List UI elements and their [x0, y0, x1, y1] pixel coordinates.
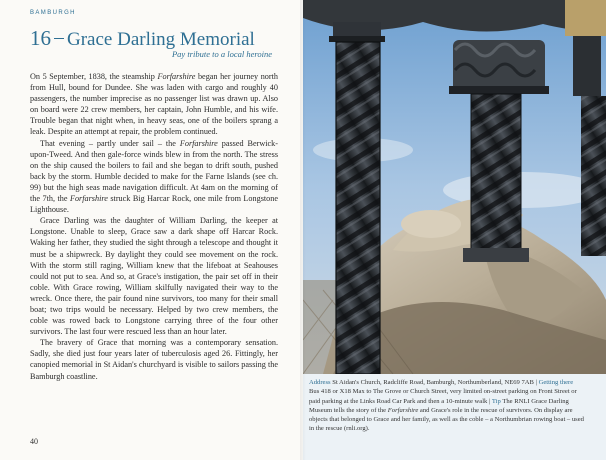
chapter-heading [30, 28, 290, 49]
body-paragraph [30, 215, 278, 337]
text-run: The bravery of Grace that morning was a contemporary sensation. Sadly, she died just four years later of tuberculosis aged 26. Fittingly, her canopied memorial in St Aidan's churchyard is visible to sailors passing the Bamburgh coastline. [30, 338, 278, 381]
text-run: Forfarshire [69, 194, 108, 204]
memorial-photo [303, 0, 606, 374]
chapter-title: Grace Darling Memorial [67, 29, 255, 50]
caption-run: Getting there [538, 379, 574, 386]
text-run: passed Berwick-upon-Tweed. And then gale-force winds blew in from the north. The stress on the ship caused the boilers to fail and she began to drift south, pushed back by the storm. Humble decided to make for the Farne Islands (see ch. 99) but the high seas made navigation difficult. At 4am on the morning of the 7th, the [30, 138, 278, 204]
caption-run: Bus 418 or X18 Max to The Grove or Church Street, very limited on-street parking on Front Street or paid parking at the Links Road Car Park and then a 10-minute walk | [309, 388, 577, 405]
caption-run: The RNLI Grace Darling Museum tells the story of the [309, 397, 569, 414]
caption-run: Address [309, 379, 331, 386]
text-run: Grace Darling was the daughter of William Darling, the keeper at Longstone. Unable to sleep, Grace saw a dark shape off Harcar Rock. Waking her father, they studied the sight through a telescope and thought it must be a shipwreck. By daylight they could see movement on the rock. With the storm still raging, William knew that the lifeboat at Seahouses could not put to sea. And so, at Grace's instigation, the pair set off in their coble. With Grace rowing, William skilfully navigated their way to the wreck. Once there, the pair found nine survivors, too many for their small boat; two trips would be necessary. Helped by two crew members, the coble was rowed back to Longstone carrying three of the four other survivors. The last four were rescued less than an hour later. [30, 216, 278, 337]
body-paragraph [30, 138, 278, 216]
text-run: Forfarshire [157, 72, 196, 81]
text-run: struck Big Harcar Rock, one mile from Longstone Lighthouse. [30, 194, 278, 215]
page-gutter [300, 0, 306, 460]
caption-text [309, 378, 585, 434]
text-run: began her journey north from Hull, bound for Dundee. She was laden with cargo and roughly 40 passengers, the number imprecise as no passenger list was drawn up. Also on board were 22 crew members, her captain, John Humble, and his wife. Trouble began that night when, in heavy seas, one of the boilers sprang a leak. Despite an attempt at repair, the problem continued. [30, 72, 278, 137]
body-paragraph [30, 337, 278, 381]
body-text [30, 71, 278, 382]
caption-run: St Aidan's Church, Radcliffe Road, Bamburgh, Northumberland, NE69 7AB | [330, 379, 539, 386]
photo-caption [303, 374, 606, 460]
chapter-subtitle: Pay tribute to a local heroine [171, 49, 272, 59]
page-number: 40 [30, 437, 38, 446]
caption-run: Tip [491, 397, 501, 405]
right-page [303, 0, 606, 460]
text-run: That evening – partly under sail – the [40, 138, 180, 148]
caption-run: Forfarshire [387, 406, 419, 414]
chapter-number: 16 [30, 26, 51, 50]
caption-run: and Grace's role in the rescue of survivors. On display are objects that belonged to Grace and her family, as well as the coble – a Northumbrian rowing boat – used in the rescue (rnli.org). [309, 406, 584, 433]
title-rule [54, 38, 64, 39]
text-run: On 5 September, 1838, the steamship [30, 72, 158, 81]
text-run: Forfarshire [179, 138, 218, 148]
running-head: BAMBURGH [30, 10, 76, 16]
body-paragraph [30, 71, 278, 138]
